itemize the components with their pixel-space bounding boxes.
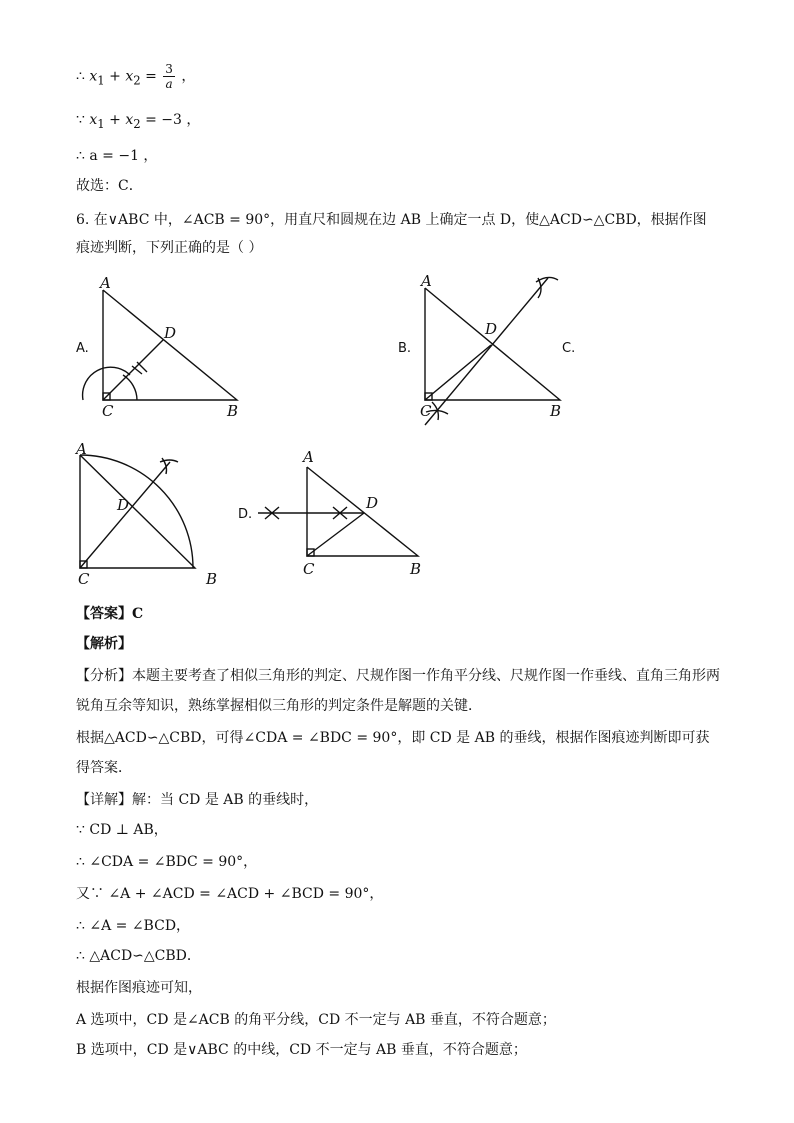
detail-line-6: ∴ △ACD∽△CBD． [76,948,201,964]
detail-line-3: ∴ ∠CDA = ∠BDC = 90°， [76,854,258,870]
point-c-label: C [102,402,114,420]
line-sum-neg3: ∵ $x_1 + x_2 = -3$ ， [76,112,201,131]
point-a-label-c: A [76,440,87,458]
detail-line-2: ∵ CD ⊥ AB， [76,822,168,838]
point-d-label-c: D [117,496,130,514]
answer-line: 【答案】C [76,606,144,622]
point-c-label-c: C [78,570,90,588]
line-sum-roots: ∴ $x_1 + x_2$ = $\frac{3}{a}$ ， [76,62,196,91]
question-6-stem: 6. 在∨ABC 中，∠ACB = 90°，用直尺和圆规在边 AB 上确定一点 D，使△ACD∽△CBD，根据作图 [76,212,707,228]
point-d-label-d: D [366,494,379,512]
detail-line-9: B 选项中，CD 是∨ABC 的中线，CD 不一定与 AB 垂直，不符合题意； [76,1042,527,1058]
line-choice: 故选：C． [76,178,143,194]
detail-line-8: A 选项中，CD 是∠ACB 的角平分线，CD 不一定与 AB 垂直，不符合题意； [76,1012,556,1028]
point-b-label-b: B [550,402,562,420]
detail-line-5: ∴ ∠A = ∠BCD， [76,918,191,934]
point-a-label-b: A [421,272,432,290]
option-d-label: D. [238,507,253,522]
point-c-label-b: C [420,402,432,420]
point-d-label: D [164,324,177,342]
detail-line-1: 【详解】解：当 CD 是 AB 的垂线时， [76,792,319,808]
point-b-label-c: B [206,570,218,588]
point-d-label-b: D [485,320,498,338]
fraction-3-over-a: $\frac{3}{a}$ [165,62,173,91]
line-a-value: ∴ a = −1 ， [76,148,158,164]
option-c-label: C. [562,341,576,356]
detail-line-4: 又∵ ∠A + ∠ACD = ∠ACD + ∠BCD = 90°， [76,886,384,902]
analysis-line-2: 锐角互余等知识，熟练掌握相似三角形的判定条件是解题的关键． [76,698,482,714]
question-6-stem-cont: 痕迹判断，下列正确的是（ ） [76,240,263,256]
point-b-label: B [227,402,239,420]
point-a-label: A [100,274,111,292]
analysis-line-1: 【分析】本题主要考查了相似三角形的判定、尺规作图一作角平分线、尺规作图一作垂线、直角三角形两 [76,668,720,684]
option-b-label: B. [398,341,412,356]
point-b-label-d: B [410,560,422,578]
option-a-label: A. [76,341,89,356]
point-c-label-d: C [303,560,315,578]
analysis-heading: 【解析】 [76,636,132,652]
detail-line-7: 根据作图痕迹可知， [76,980,202,996]
segment-cd-d [307,513,364,556]
analysis-line-3: 根据△ACD∽△CBD，可得∠CDA = ∠BDC = 90°，即 CD 是 AB 的垂线，根据作图痕迹判断即可获 [76,730,710,746]
point-a-label-d: A [303,448,314,466]
analysis-line-4: 得答案． [76,760,132,776]
